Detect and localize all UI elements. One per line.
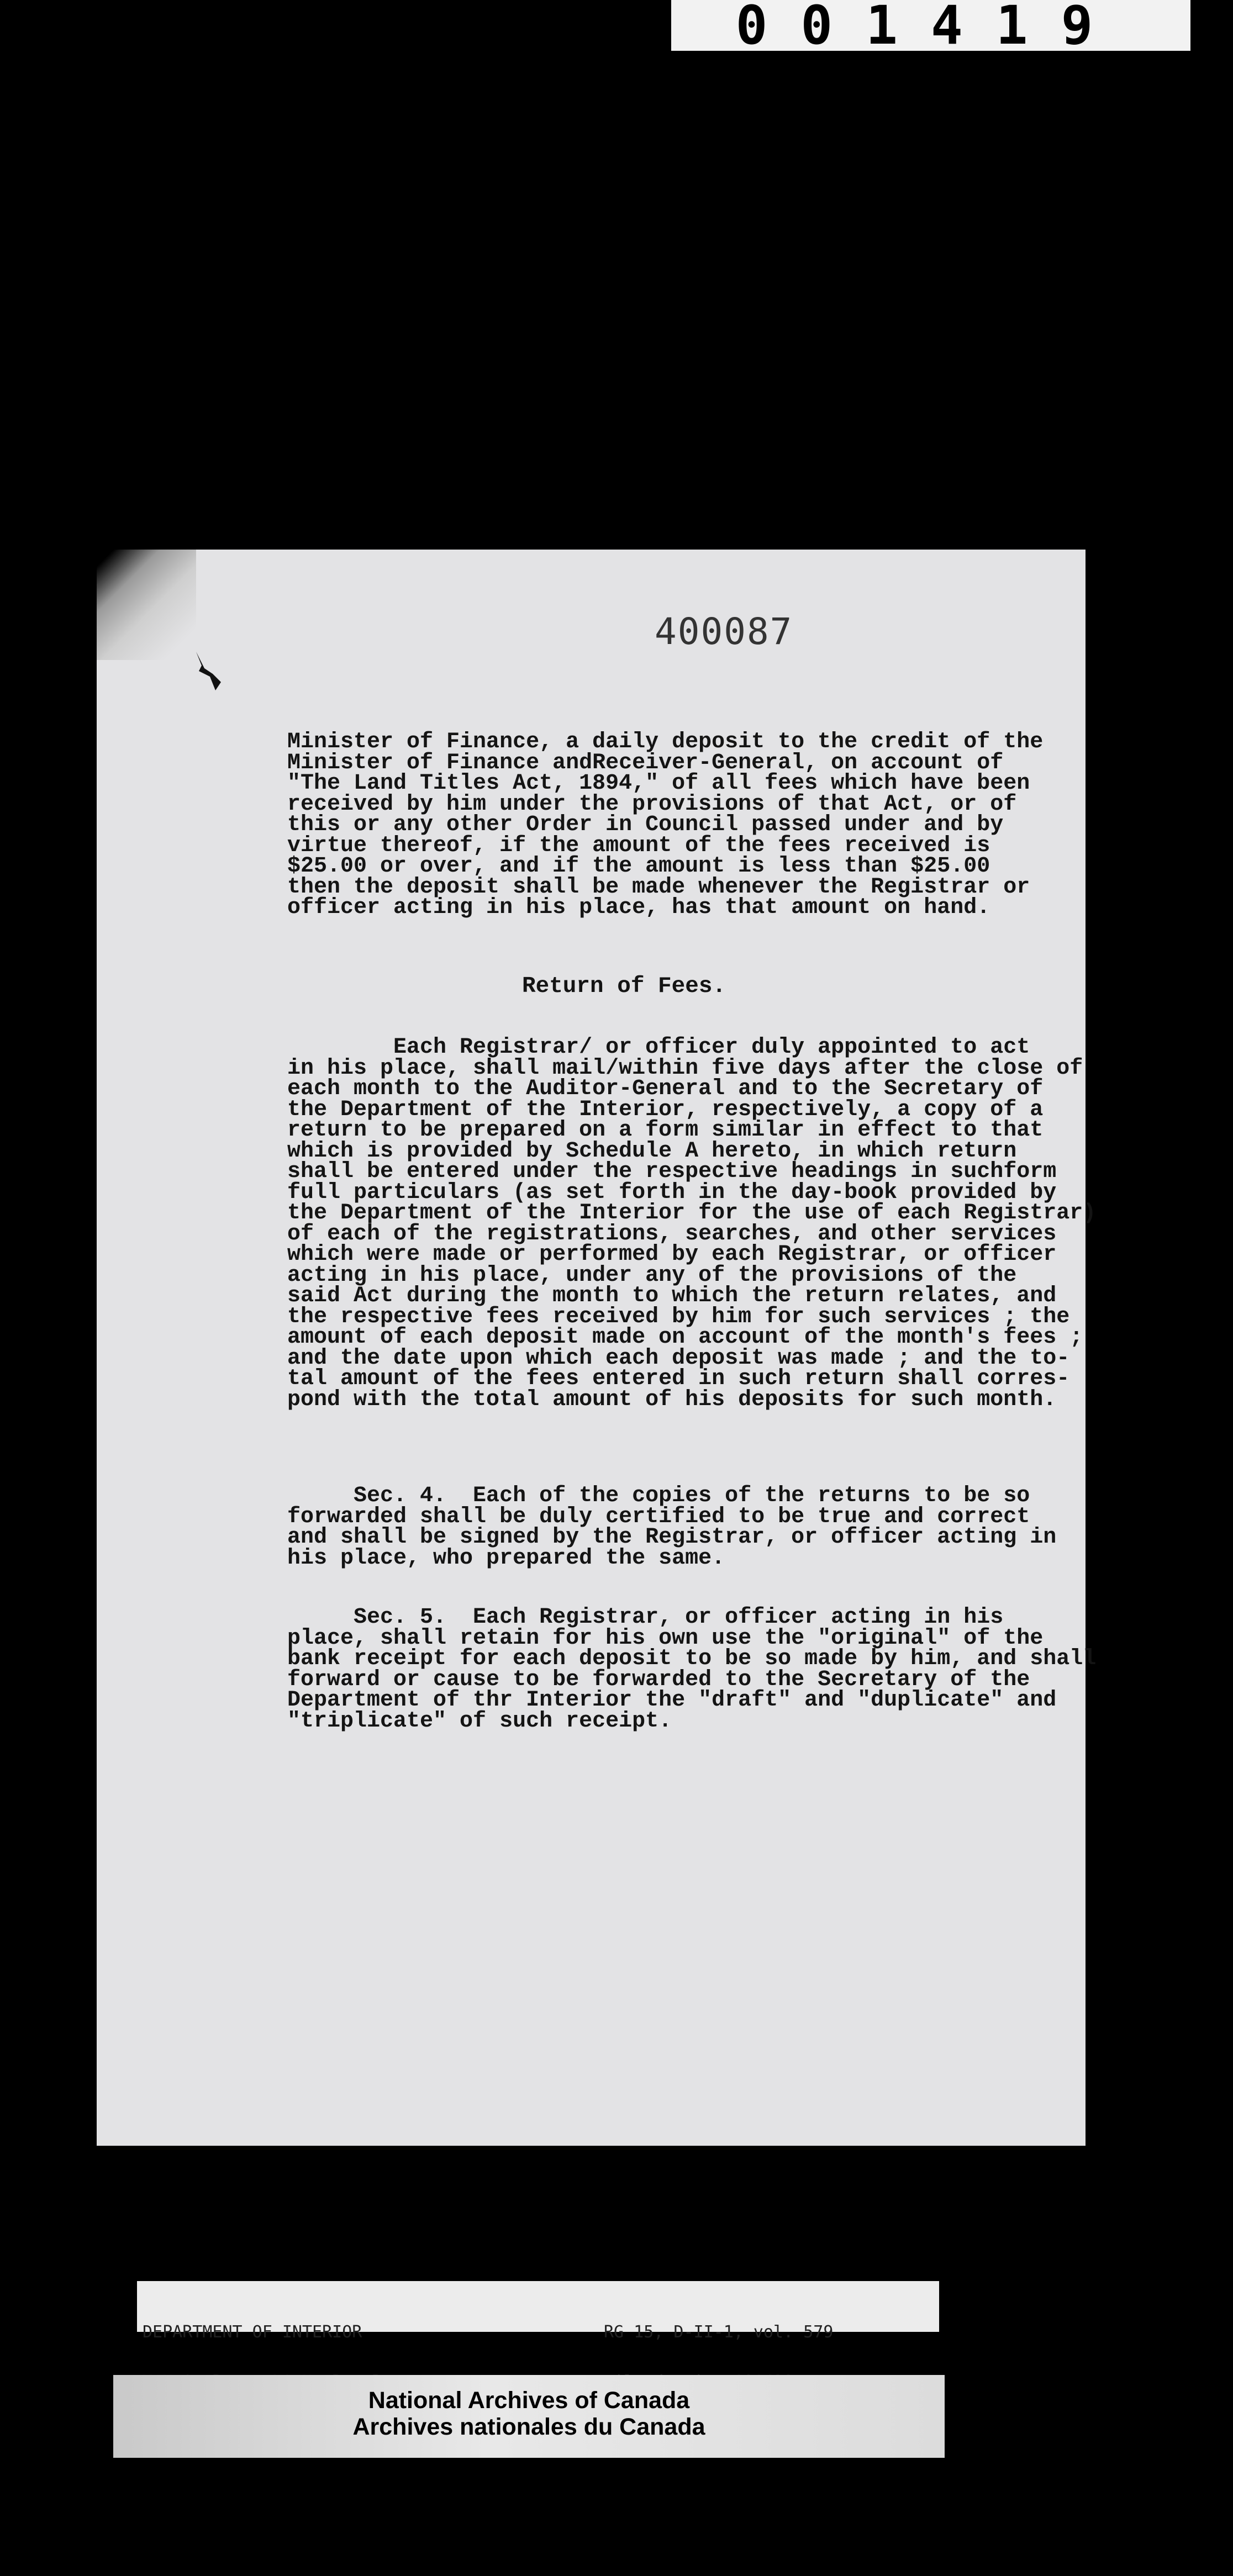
text-line: acting in his place, under any of the provisions of the	[287, 1263, 1017, 1288]
text-line: forward or cause to be forwarded to the Secretary of the	[287, 1667, 1030, 1692]
text-line: Each Registrar/ or officer duly appointed to act	[287, 1035, 1030, 1060]
text-line: tal amount of the fees entered in such return shall corres-	[287, 1366, 1070, 1391]
record-group-reference: RG 15, D-II-1, vol. 579	[604, 2322, 834, 2342]
text-line: the Department of the Interior for the use of each Registrar)	[287, 1201, 1097, 1226]
text-line: said Act during the month to which the return relates, and	[287, 1284, 1057, 1308]
text-line: full particulars (as set forth in the day-book provided by	[287, 1180, 1057, 1205]
archive-reference-label	[137, 2281, 939, 2342]
archive-name-french: Archives nationales du Canada	[352, 2414, 705, 2440]
text-line: forwarded shall be duly certified to be true and correct	[287, 1504, 1030, 1529]
paragraph-sec-5	[287, 1607, 1096, 1732]
text-line: return to be prepared on a form similar in effect to that	[287, 1118, 1044, 1143]
frame-number-strip	[671, 0, 1190, 51]
paragraph-sec-4	[287, 1486, 1056, 1569]
text-line: Minister of Finance, a daily deposit to the credit of the	[287, 730, 1044, 754]
text-line: each month to the Auditor-General and to the Secretary of	[287, 1076, 1044, 1101]
archive-name-english: National Archives of Canada	[368, 2387, 690, 2414]
archive-name-banner	[113, 2375, 945, 2458]
frame-number: 001419	[735, 0, 1126, 51]
text-line: the respective fees received by him for such services ; the	[287, 1304, 1070, 1329]
department-english: DEPARTMENT OF INTERIOR	[143, 2322, 362, 2342]
text-line: amount of each deposit made on account of the month's fees ;	[287, 1325, 1083, 1350]
text-line: of each of the registrations, searches, and other services	[287, 1221, 1057, 1247]
text-line: and shall be signed by the Registrar, or officer acting in	[287, 1525, 1057, 1550]
text-line: in his place, shall mail/within five days after the close of	[287, 1055, 1083, 1081]
text-line: which is provided by Schedule A hereto, in which return	[287, 1138, 1017, 1164]
text-line: virtue thereof, if the amount of the fees received is	[287, 833, 990, 858]
text-line: bank receipt for each deposit to be so made by him, and shall	[287, 1646, 1097, 1671]
paragraph-2	[287, 1037, 1096, 1410]
text-line: received by him under the provisions of that Act, or of	[287, 791, 1017, 817]
text-line: shall be entered under the respective headings in suchform	[287, 1159, 1057, 1184]
text-line: Sec. 5. Each Registrar, or officer acting in his	[287, 1605, 1004, 1630]
section-heading: Return of Fees.	[522, 974, 726, 999]
text-line: Department of thr Interior the "draft" and "duplicate" and	[287, 1688, 1057, 1713]
text-line: "The Land Titles Act, 1894," of all fees which have been	[287, 771, 1030, 796]
tack-mark-icon	[193, 652, 226, 696]
text-line: and the date upon which each deposit was made ; and the to-	[287, 1345, 1070, 1371]
text-line: this or any other Order in Council passed under and by	[287, 812, 1004, 837]
text-line: his place, who prepared the same.	[287, 1545, 725, 1571]
text-line: pond with the total amount of his deposits for such month.	[287, 1387, 1057, 1412]
paragraph-1	[287, 732, 1043, 919]
text-line: officer acting in his place, has that amount on hand.	[287, 895, 990, 920]
text-line: place, shall retain for his own use the "original" of the	[287, 1625, 1044, 1651]
text-line: $25.00 or over, and if the amount is less than $25.00	[287, 854, 990, 879]
folded-corner	[97, 550, 196, 660]
text-line: which were made or performed by each Registrar, or officer	[287, 1242, 1057, 1267]
document-number-stamp: 400087	[655, 610, 793, 653]
text-line: then the deposit shall be made whenever the Registrar or	[287, 874, 1030, 900]
text-line: the Department of the Interior, respectively, a copy of a	[287, 1097, 1044, 1122]
text-line: Minister of Finance andReceiver-General, on account of	[287, 750, 1004, 775]
text-line: "triplicate" of such receipt.	[287, 1708, 672, 1734]
text-line: Sec. 4. Each of the copies of the returns to be so	[287, 1484, 1030, 1508]
